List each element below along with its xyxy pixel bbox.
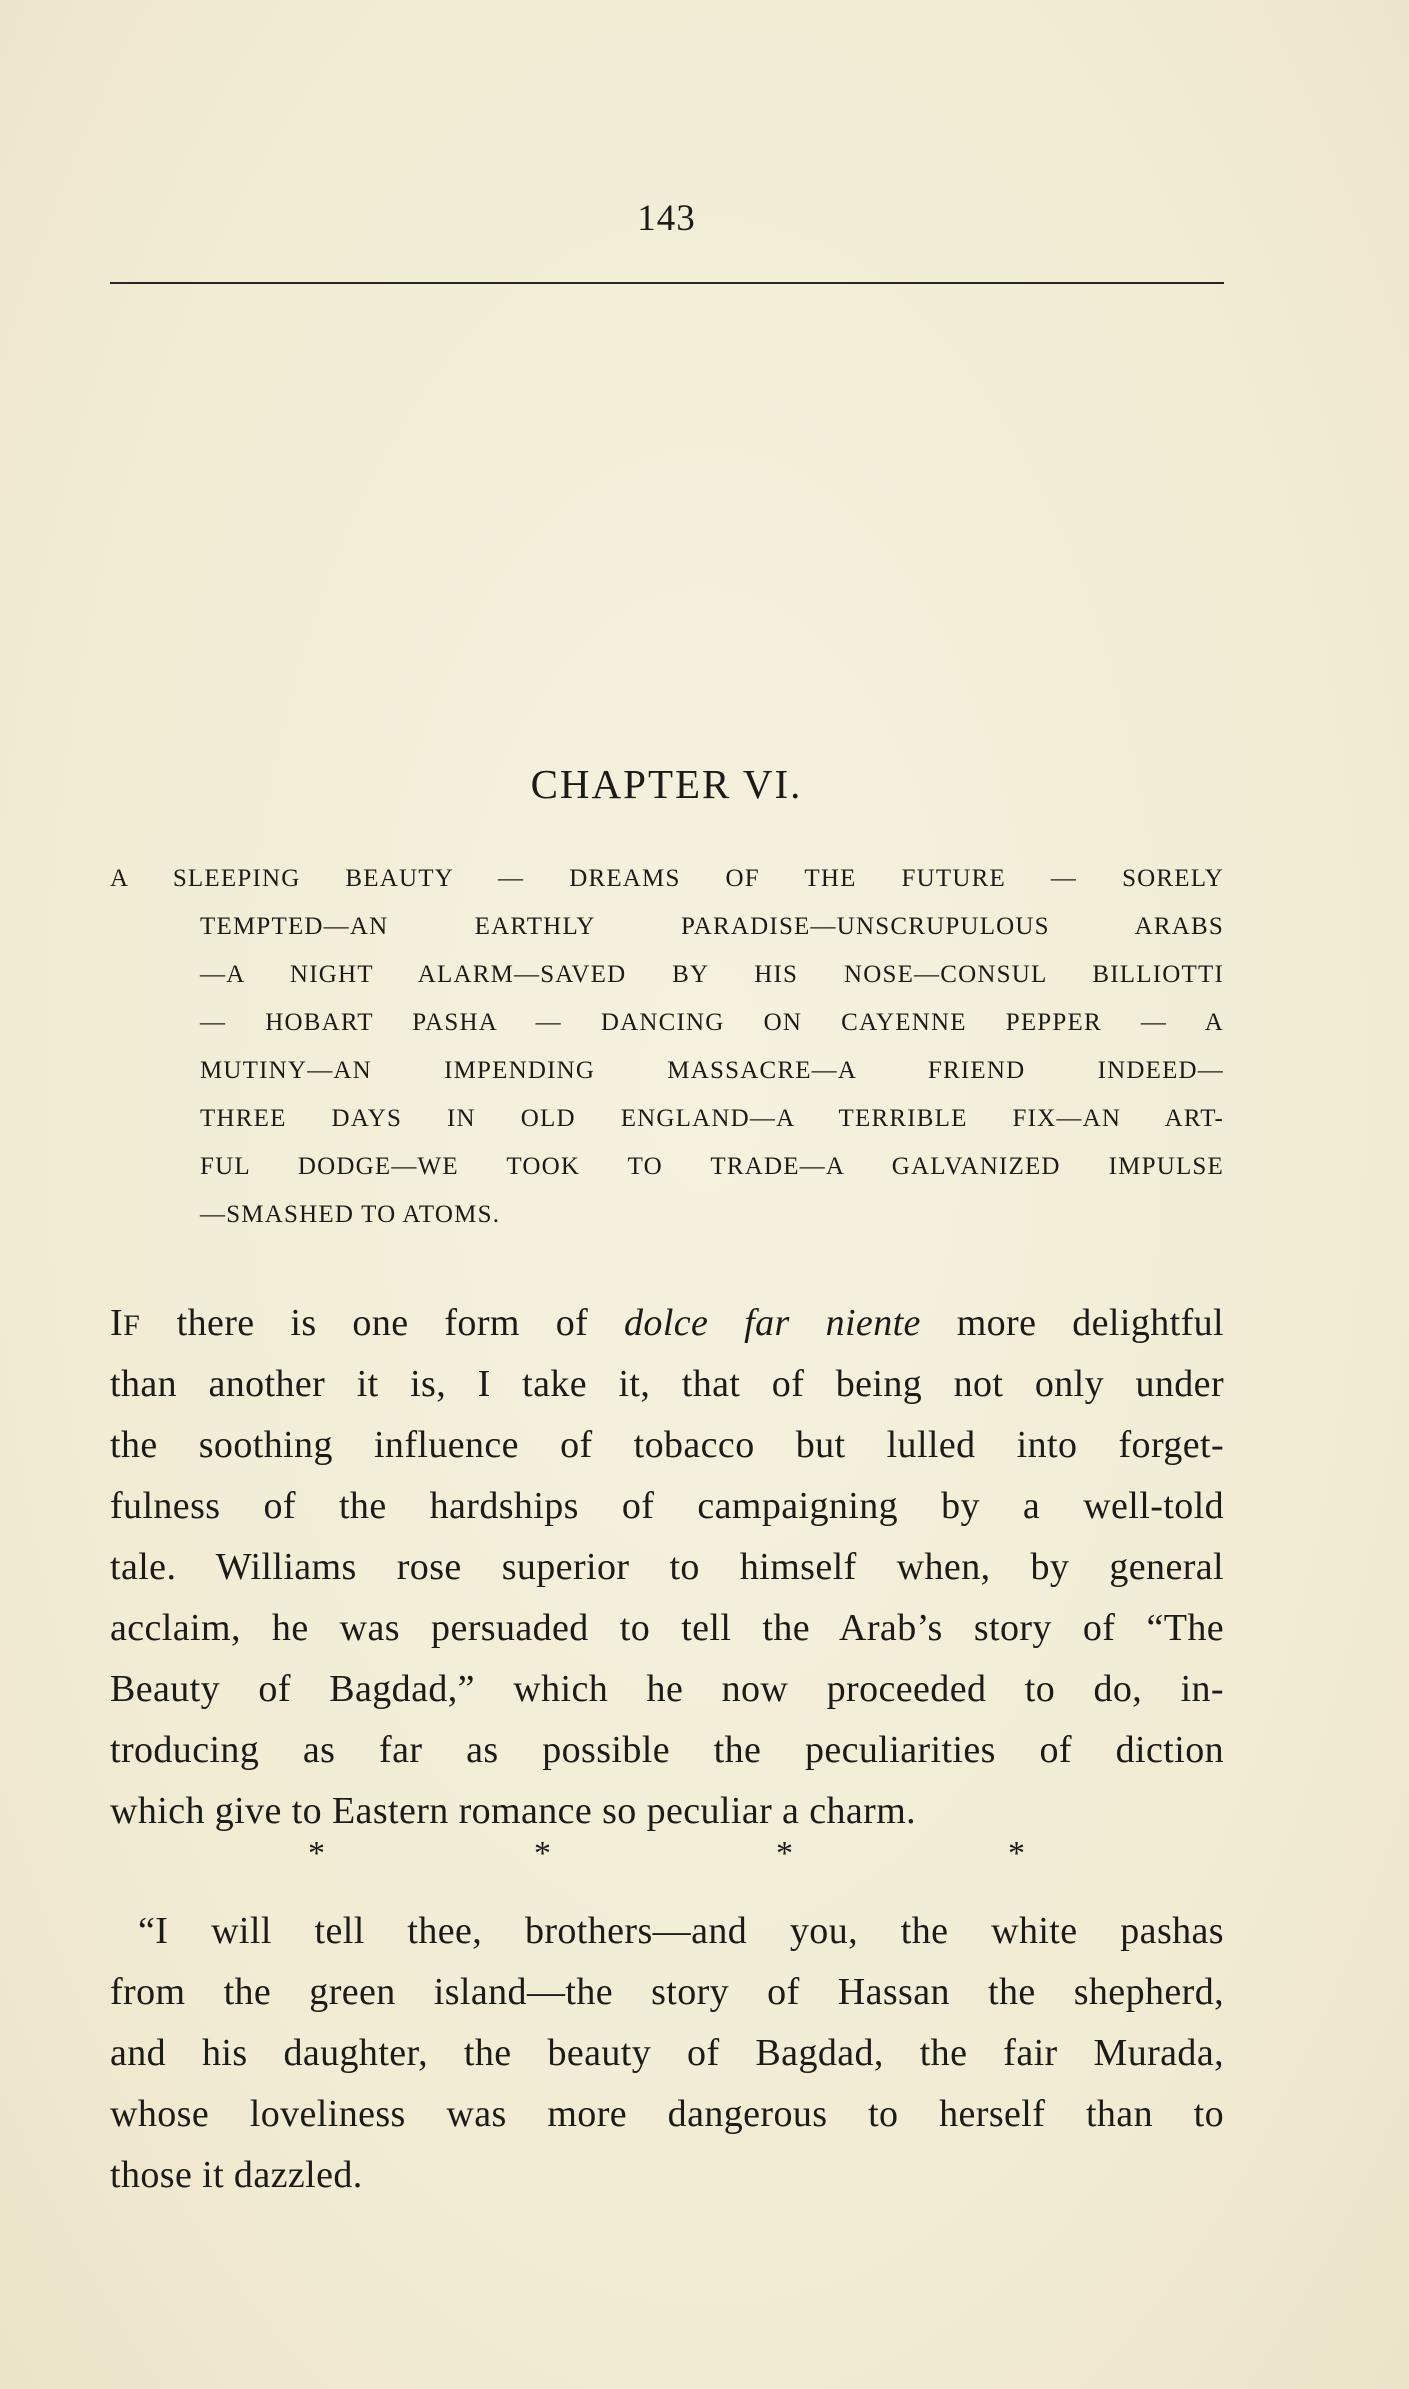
drop-initial: I <box>110 1302 124 1344</box>
chapter-title: CHAPTER VI. <box>530 761 803 807</box>
page-number: 143 <box>637 198 696 239</box>
paragraph-line: whose loveliness was more dangerous to herself than to <box>110 2093 1224 2135</box>
paragraph-line: those it dazzled. <box>110 2154 363 2196</box>
paragraph-line: troducing as far as possible the peculiarities of diction <box>110 1729 1224 1771</box>
synopsis-line: THREE DAYS IN OLD ENGLAND—A TERRIBLE FIX—AN ART- <box>200 1105 1224 1132</box>
small-cap-letters: F <box>123 1309 141 1342</box>
paragraph-line: acclaim, he was persuaded to tell the Arab’s story of “The <box>110 1607 1224 1649</box>
paragraph-line: which give to Eastern romance so peculiar a charm. <box>110 1790 917 1832</box>
asterisk: * <box>308 1835 325 1872</box>
paragraph-line: from the green island—the story of Hassan the shepherd, <box>110 1971 1224 2013</box>
paragraph-line: and his daughter, the beauty of Bagdad, the fair Murada, <box>110 2032 1224 2074</box>
paragraph-line: fulness of the hardships of campaigning by a well-told <box>110 1485 1224 1527</box>
italic-phrase: dolce far niente <box>624 1302 921 1344</box>
text-run: there is one form of <box>140 1302 625 1344</box>
asterisk: * <box>1008 1835 1025 1872</box>
paragraph-line: the soothing influence of tobacco but lulled into forget- <box>110 1424 1224 1466</box>
synopsis-line: —SMASHED TO ATOMS. <box>200 1201 501 1228</box>
paragraph-line <box>110 1298 1224 1348</box>
synopsis-line: MUTINY—AN IMPENDING MASSACRE—A FRIEND INDEED— <box>200 1057 1224 1084</box>
text-run: more delightful <box>920 1302 1224 1344</box>
paragraph-line: tale. Williams rose superior to himself when, by general <box>110 1546 1224 1588</box>
synopsis-line: — HOBART PASHA — DANCING ON CAYENNE PEPPER — A <box>200 1009 1224 1036</box>
synopsis-line: TEMPTED—AN EARTHLY PARADISE—UNSCRUPULOUS ARABS <box>200 913 1224 940</box>
section-separator <box>0 1835 1409 1875</box>
asterisk: * <box>776 1835 793 1872</box>
synopsis-line: A SLEEPING BEAUTY — DREAMS OF THE FUTURE — SORELY <box>110 865 1224 892</box>
paragraph-line: “I will tell thee, brothers—and you, the white pashas <box>138 1910 1224 1952</box>
header-rule <box>110 282 1224 284</box>
synopsis-line: FUL DODGE—WE TOOK TO TRADE—A GALVANIZED IMPULSE <box>200 1153 1224 1180</box>
synopsis-line: —A NIGHT ALARM—SAVED BY HIS NOSE—CONSUL BILLIOTTI <box>200 961 1224 988</box>
paragraph-line: Beauty of Bagdad,” which he now proceeded to do, in- <box>110 1668 1224 1710</box>
asterisk: * <box>534 1835 551 1872</box>
paragraph-line: than another it is, I take it, that of being not only under <box>110 1363 1224 1405</box>
